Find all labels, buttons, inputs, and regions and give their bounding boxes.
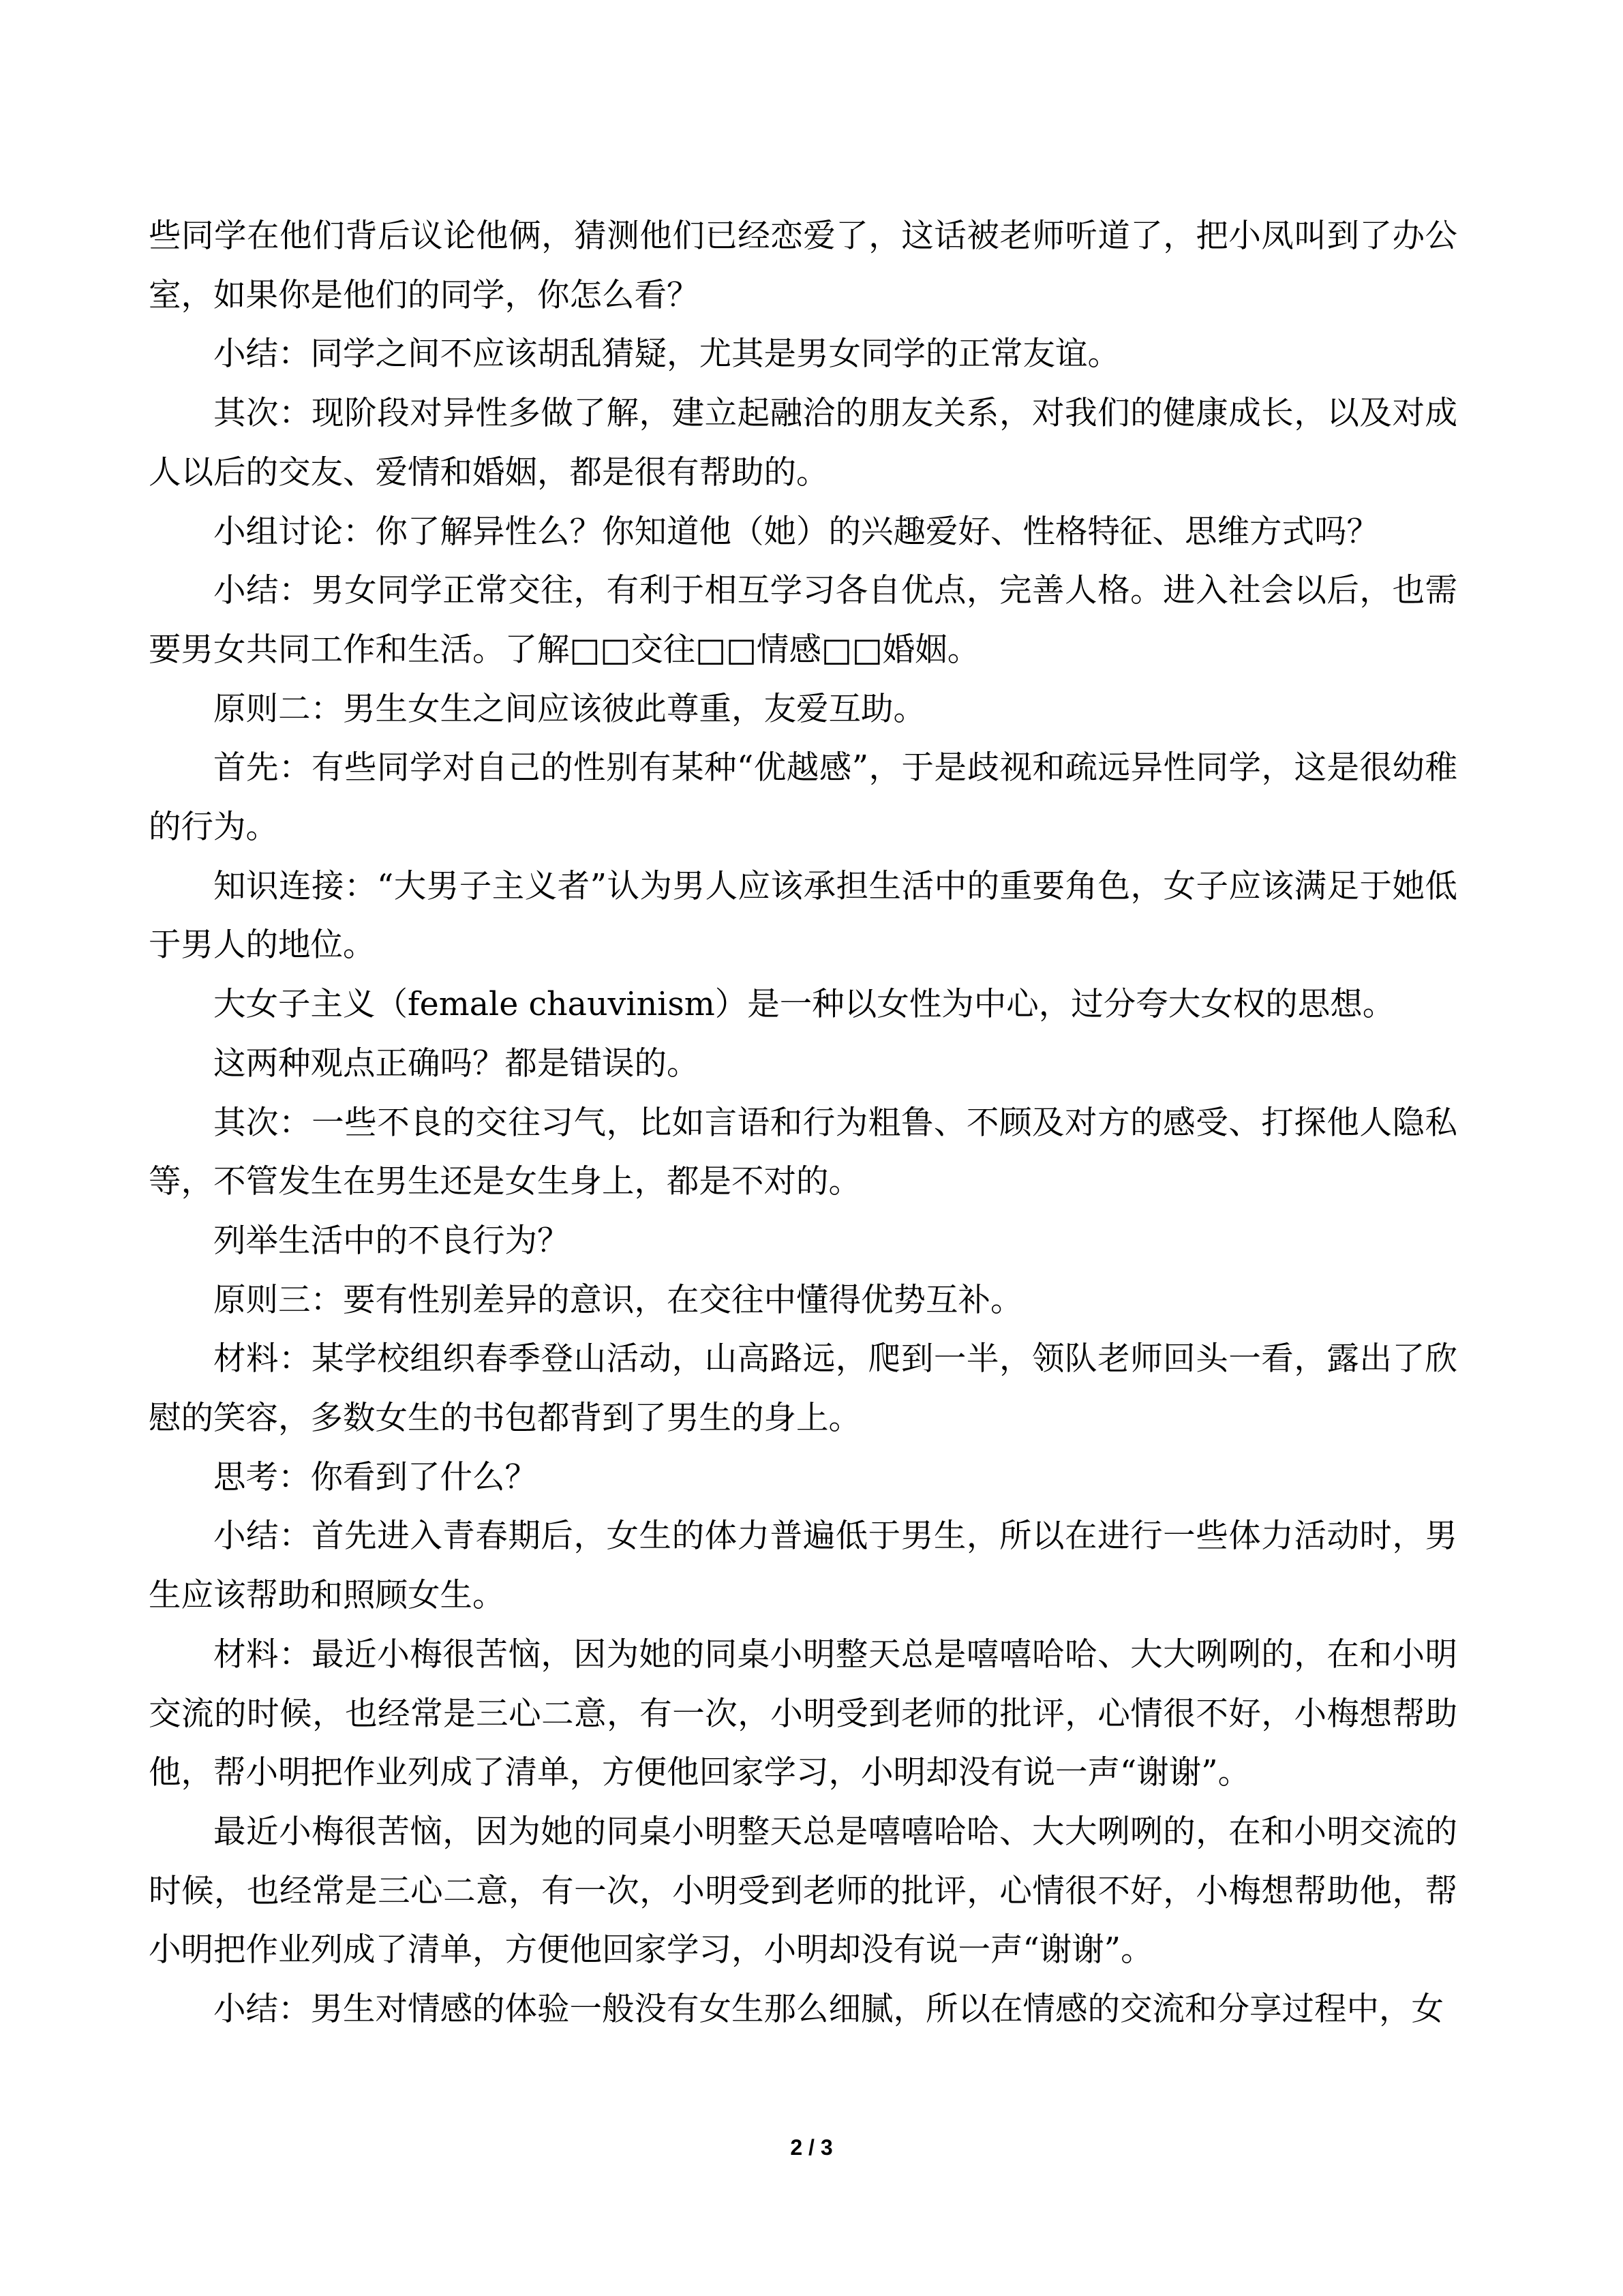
- paragraph-summary-1: 小结：同学之间不应该胡乱猜疑，尤其是男女同学的正常友谊。: [213, 335, 1120, 374]
- paragraph-summary-3: 小结：首先进入青春期后，女生的体力普遍低于男生，所以在进行一些体力活动时，男生应该帮助和照顾女生。: [149, 1517, 1457, 1615]
- paragraph-principle-two: 原则二：男生女生之间应该彼此尊重，友爱互助。: [213, 690, 926, 728]
- paragraph-continuation: 些同学在他们背后议论他俩，猜测他们已经恋爱了，这话被老师听道了，把小凤叫到了办公室，如果你是他们的同学，你怎么看？: [149, 217, 1457, 314]
- paragraph-firstly: 首先：有些同学对自己的性别有某种“优越感”，于是歧视和疏远异性同学，这是很幼稚的行为。: [149, 749, 1457, 847]
- paragraph-summary-2: 小结：男女同学正常交往，有利于相互学习各自优点，完善人格。进入社会以后，也需要男女共同工作和生活。了解□□交往□□情感□□婚姻。: [149, 572, 1457, 669]
- paragraph-material-2-repeat: 最近小梅很苦恼，因为她的同桌小明整天总是嘻嘻哈哈、大大咧咧的，在和小明交流的时候，也经常是三心二意，有一次，小明受到老师的批评，心情很不好，小梅想帮助他，帮小明把作业列成了清单，方便他回家学习，小明却没有说一声“谢谢”。: [149, 1813, 1457, 1969]
- paragraph-secondly-1: 其次：现阶段对异性多做了解，建立起融洽的朋友关系，对我们的健康成长，以及对成人以后的交友、爱情和婚姻，都是很有帮助的。: [149, 395, 1457, 492]
- paragraph-group-discussion: 小组讨论：你了解异性么？你知道他（她）的兴趣爱好、性格特征、思维方式吗？: [213, 513, 1379, 551]
- paragraph-principle-three: 原则三：要有性别差异的意识，在交往中懂得优势互补。: [213, 1281, 1023, 1319]
- paragraph-question-views: 这两种观点正确吗？都是错误的。: [213, 1044, 699, 1083]
- paragraph-think: 思考：你看到了什么？: [213, 1458, 537, 1496]
- paragraph-material-1: 材料：某学校组织春季登山活动，山高路远，爬到一半，领队老师回头一看，露出了欣慰的笑容，多数女生的书包都背到了男生的身上。: [149, 1340, 1457, 1438]
- document-body: [149, 207, 1457, 2040]
- paragraph-secondly-2: 其次：一些不良的交往习气，比如言语和行为粗鲁、不顾及对方的感受、打探他人隐私等，不管发生在男生还是女生身上，都是不对的。: [149, 1104, 1457, 1201]
- page-number: 2 / 3: [790, 2135, 833, 2160]
- paragraph-list-bad-behaviors: 列举生活中的不良行为？: [213, 1222, 570, 1260]
- paragraph-female-chauvinism: 大女子主义（female chauvinism）是一种以女性为中心，过分夸大女权的思想。: [213, 986, 1395, 1024]
- paragraph-material-2: 材料：最近小梅很苦恼，因为她的同桌小明整天总是嘻嘻哈哈、大大咧咧的，在和小明交流的时候，也经常是三心二意，有一次，小明受到老师的批评，心情很不好，小梅想帮助他，帮小明把作业列成了清单，方便他回家学习，小明却没有说一声“谢谢”。: [149, 1635, 1457, 1792]
- paragraph-knowledge-link: 知识连接：“大男子主义者”认为男人应该承担生活中的重要角色，女子应该满足于她低于男人的地位。: [149, 867, 1457, 965]
- paragraph-summary-4: 小结：男生对情感的体验一般没有女生那么细腻，所以在情感的交流和分享过程中，女: [213, 1991, 1444, 2029]
